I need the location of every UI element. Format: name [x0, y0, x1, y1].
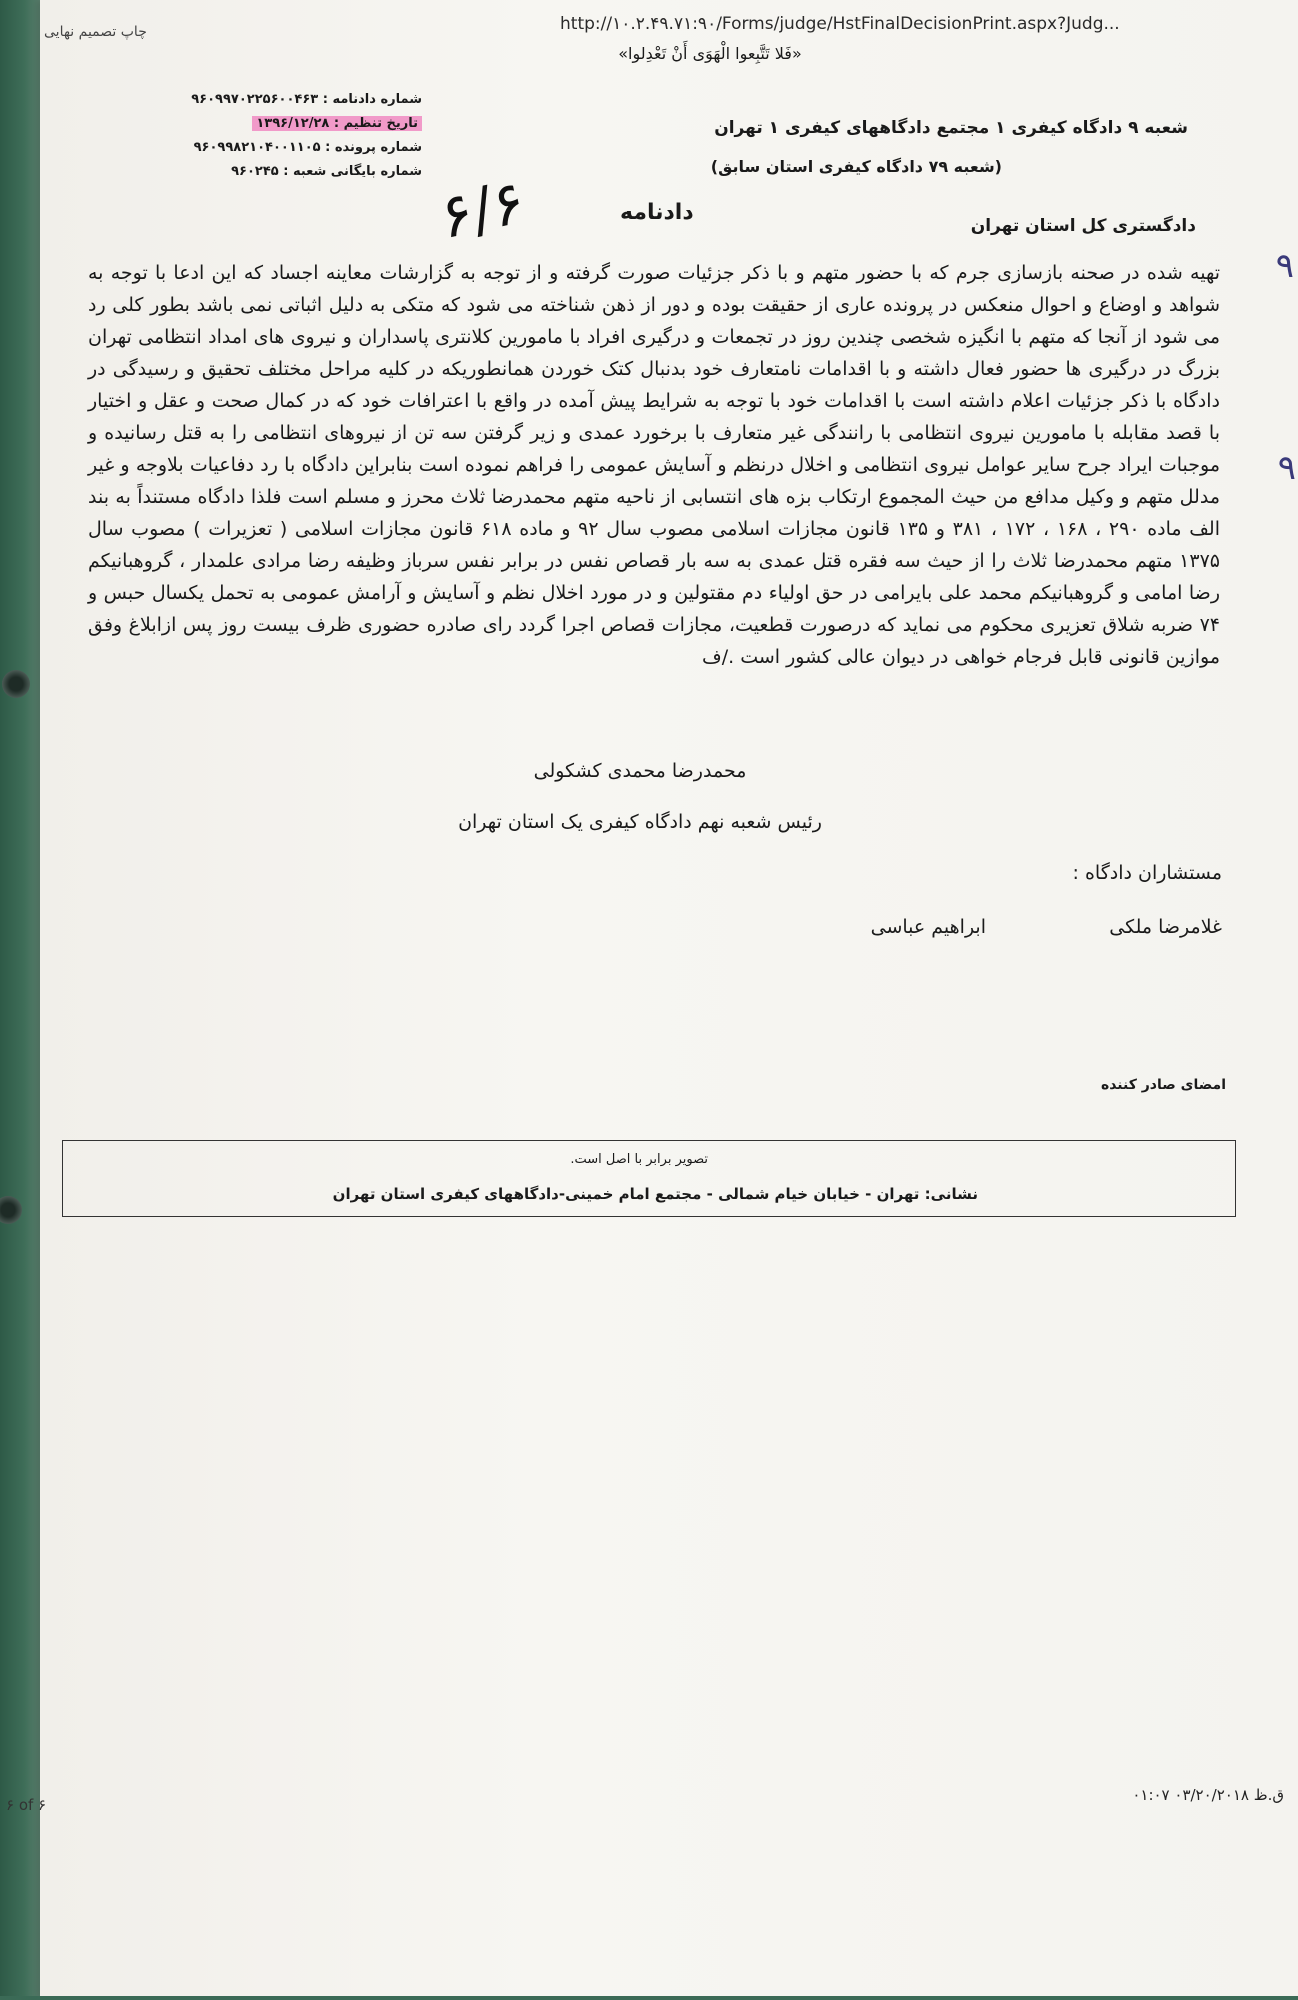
court-address: نشانی: تهران - خیابان خیام شمالی - مجتمع امام خمینی-دادگاههای کیفری استان تهران [332, 1185, 978, 1203]
print-url: http://۱۰.۲.۴۹.۷۱:۹۰/Forms/judge/HstFinalDecisionPrint.aspx?Judg... [560, 14, 1120, 34]
print-timestamp: ق.ظ ۰۳/۲۰/۲۰۱۸ ۰۱:۰۷ [1132, 1786, 1284, 1804]
page-counter: ۶ of ۶ [6, 1796, 47, 1814]
judge-name: محمدرضا محمدی کشکولی [533, 760, 747, 782]
quran-verse: «فَلا تَتَّبِعوا الْهَوَى أَنْ تَعْدِلوا» [618, 44, 802, 63]
court-title: شعبه ۹ دادگاه کیفری ۱ مجتمع دادگاههای کیفری ۱ تهران [714, 118, 1188, 138]
binder-hole [2, 670, 30, 698]
margin-handwritten-number: ۹ [1275, 246, 1294, 286]
issuer-signature-label: امضای صادر کننده [1100, 1077, 1226, 1093]
handwritten-mark: ۶/۶ [433, 166, 532, 254]
verdict-number: شماره دادنامه : ۹۶۰۹۹۷۰۲۲۵۶۰۰۴۶۳ [191, 92, 422, 107]
judiciary-name: دادگستری کل استان تهران [970, 216, 1196, 236]
advisor-name: غلامرضا ملکی [1109, 916, 1222, 938]
verdict-body: تهیه شده در صحنه بازسازی جرم که با حضور متهم و با ذکر جزئیات صورت گرفته و از توجه به گزارشات معاینه اجساد که این ادعا با توجه به شواهد و اوضاع و احوال منعکس در پرونده عاری از حقیقت بوده و دور از ذهن شناخته می شود که متکی به دلیل اثباتی نمی باشد بطور کلی رد می شود از آنجا که متهم با انگیزه شخصی چندین روز در تجمعات و درگیری افراد با مامورین کلانتری پاسداران و نیروی های امداد انتظامی تهران بزرگ در درگیری ها حضور فعال داشته و با اقدامات نامتعارف خود بدنبال کتک خوردن همانطوریکه در کلیه مراحل مختلف تحقیق و رسیدگی در دادگاه با ذکر جزئیات اعلام داشته است با اقدامات خود با توجه به شرایط پیش آمده در واقع با اعترافات خود که در کمال صحت و عقل و اختیار با قصد مقابله با مامورین نیروی انتظامی با رانندگی غیر متعارف با برخورد عمدی و زیر گرفتن سه تن از نیروهای انتظامی را به قتل رسانیده و موجبات ایراد جرح سایر عوامل نیروی انتظامی و اخلال درنظم و آسایش عمومی را فراهم نموده است بنابراین دادگاه با رد دفاعیات بلاوجه و غیر مدلل متهم و وکیل مدافع من حیث المجموع ارتکاب بزه های انتسابی از ناحیه متهم محمدرضا ثلاث محرز و مسلم است فلذا دادگاه مستنداً به بند الف ماده ۲۹۰ ، ۱۶۸ ، ۱۷۲ ، ۳۸۱ و ۱۳۵ قانون مجازات اسلامی مصوب سال ۹۲ و ماده ۶۱۸ قانون مجازات اسلامی ( تعزیرات ) مصوب سال ۱۳۷۵ متهم محمدرضا ثلاث را از حیث سه فقره قتل عمدی به سه بار قصاص نفس در برابر نفس سرباز وظیفه رضا مرادی علمدار ، گروهبانیکم رضا امامی و گروهبانیکم محمد علی بایرامی در حق اولیاء دم مقتولین و در مورد اخلال نظم و آسایش و آرامش عمومی به تحمل یکسال حبس و ۷۴ ضربه شلاق تعزیری محکوم می نماید که درصورت قطعیت، مجازات قصاص اجرا گردد رای صادره حضوری ظرف بیست روز پس ازابلاغ وفق موازین قانونی قابل فرجام خواهی در دیوان عالی کشور است ./ف [88, 262, 1220, 668]
judge-role: رئیس شعبه نهم دادگاه کیفری یک استان تهران [458, 811, 822, 833]
green-backdrop [0, 0, 40, 2000]
copy-certification: تصویر برابر با اصل است. [570, 1152, 708, 1167]
margin-handwritten-number: ۹ [1277, 448, 1296, 488]
advisors-label: مستشاران دادگاه : [1072, 862, 1222, 884]
verdict-date: تاریخ تنظیم : ۱۳۹۶/۱۲/۲۸ [252, 116, 422, 131]
court-subtitle: (شعبه ۷۹ دادگاه کیفری استان سابق) [710, 157, 1002, 176]
file-number: شماره پرونده : ۹۶۰۹۹۸۲۱۰۴۰۰۱۱۰۵ [193, 140, 422, 155]
advisor-name: ابراهیم عباسی [870, 916, 986, 938]
green-backdrop-bottom [0, 1996, 1298, 2000]
verdict-meta [150, 88, 422, 184]
archive-number: شماره بایگانی شعبه : ۹۶۰۲۴۵ [231, 164, 422, 179]
footer-rule [62, 1216, 1236, 1217]
document-title: دادنامه [620, 200, 694, 225]
print-tag: چاپ تصمیم نهایی [44, 24, 147, 40]
